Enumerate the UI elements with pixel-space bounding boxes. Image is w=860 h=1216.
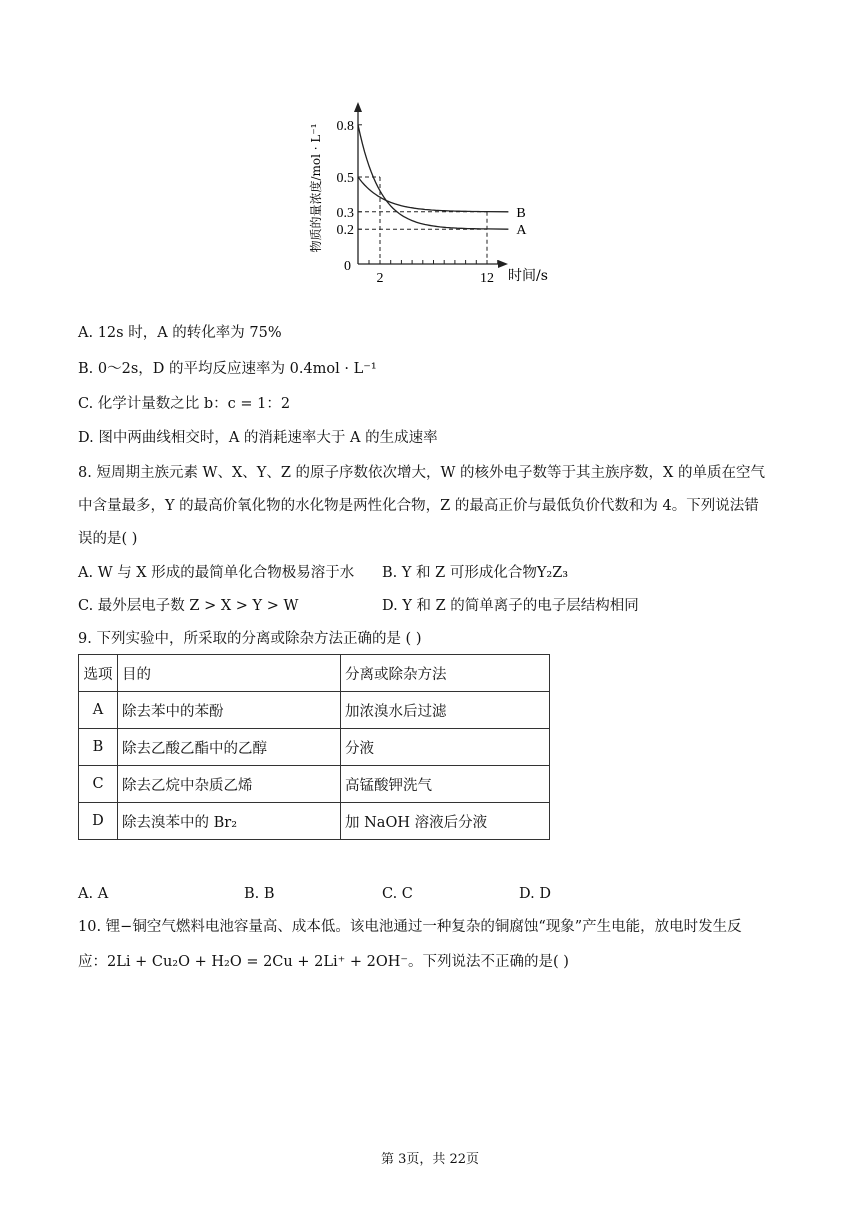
q9-option-b: B. B xyxy=(244,886,275,902)
y-tick-label: 0.8 xyxy=(336,118,354,134)
concentration-time-chart xyxy=(300,98,570,288)
table-row xyxy=(79,729,550,766)
q9-options-row xyxy=(78,884,798,904)
header-method: 分离或除杂方法 xyxy=(341,655,550,692)
row-purpose: 除去溴苯中的 Br₂ xyxy=(118,803,341,840)
y-tick-label: 0.5 xyxy=(336,171,354,186)
q8-option-b: B. Y 和 Z 可形成化合物Y₂Z₃ xyxy=(382,565,569,581)
q10-stem-line-1: 10. 锂−铜空气燃料电池容量高、成本低。该电池通过一种复杂的铜腐蚀“现象”产生电能，放电时发生反 xyxy=(78,919,742,935)
q9-option-c: C. C xyxy=(382,886,413,902)
row-method: 分液 xyxy=(341,729,550,766)
row-option: A xyxy=(79,692,118,729)
row-purpose: 除去苯中的苯酚 xyxy=(118,692,341,729)
q7-option-c: C. 化学计量数之比 b：c = 1：2 xyxy=(78,396,291,412)
row-method: 加 NaOH 溶液后分液 xyxy=(341,803,550,840)
q9-table xyxy=(78,654,550,840)
row-purpose: 除去乙烷中杂质乙烯 xyxy=(118,766,341,803)
q9-option-d: D. D xyxy=(519,886,551,902)
row-method: 高锰酸钾洗气 xyxy=(341,766,550,803)
y-axis-label: 物质的量浓度/mol · L⁻¹ xyxy=(309,123,323,253)
series-line-a xyxy=(358,125,508,229)
x-tick-label: 2 xyxy=(376,271,384,286)
q8-option-d: D. Y 和 Z 的简单离子的电子层结构相同 xyxy=(382,598,639,614)
q7-option-d: D. 图中两曲线相交时，A 的消耗速率大于 A 的生成速率 xyxy=(78,430,438,446)
q7-option-a: A. 12s 时，A 的转化率为 75% xyxy=(78,325,282,341)
origin-label: 0 xyxy=(344,259,351,274)
y-axis-arrow xyxy=(354,102,362,112)
q7-option-b: B. 0～2s，D 的平均反应速率为 0.4mol · L⁻¹ xyxy=(78,361,377,377)
row-option: B xyxy=(79,729,118,766)
series-label-b: B xyxy=(516,205,526,221)
q8-stem-line-1: 8. 短周期主族元素 W、X、Y、Z 的原子序数依次增大，W 的核外电子数等于其主族序数，X 的单质在空气 xyxy=(78,465,765,481)
row-option: D xyxy=(79,803,118,840)
header-option: 选项 xyxy=(79,655,118,692)
series-line-b xyxy=(358,177,508,212)
page-footer: 第 3页，共 22页 xyxy=(380,1152,480,1167)
q8-stem-line-2: 中含量最多，Y 的最高价氧化物的水化物是两性化合物，Z 的最高正价与最低负价代数和为 4。下列说法错 xyxy=(78,498,759,514)
row-purpose: 除去乙酸乙酯中的乙醇 xyxy=(118,729,341,766)
q10-stem-line-2: 应：2Li + Cu₂O + H₂O = 2Cu + 2Li⁺ + 2OH⁻。下列说法不正确的是( ) xyxy=(78,954,569,970)
x-axis-arrow xyxy=(498,260,508,268)
row-method: 加浓溴水后过滤 xyxy=(341,692,550,729)
table-row xyxy=(79,766,550,803)
series-layer xyxy=(358,125,527,238)
q8-options-row-2 xyxy=(78,596,798,616)
series-label-a: A xyxy=(516,223,527,239)
table-header-row xyxy=(79,655,550,692)
table-row xyxy=(79,692,550,729)
x-tick-label: 12 xyxy=(480,271,494,286)
y-tick-label: 0.2 xyxy=(336,223,354,239)
q9-stem: 9. 下列实验中，所采取的分离或除杂方法正确的是 ( ) xyxy=(78,631,422,647)
row-option: C xyxy=(79,766,118,803)
q8-option-c: C. 最外层电子数 Z > X > Y > W xyxy=(78,598,299,614)
q8-options-row-1 xyxy=(78,563,798,583)
header-purpose: 目的 xyxy=(118,655,341,692)
x-axis-label: 时间/s xyxy=(508,268,548,284)
q9-option-a: A. A xyxy=(78,886,109,902)
y-tick-label: 0.3 xyxy=(336,205,354,221)
q8-stem-line-3: 误的是( ) xyxy=(78,531,138,547)
x-tick-labels xyxy=(377,271,495,286)
guide-dashes xyxy=(358,177,487,264)
q8-option-a: A. W 与 X 形成的最简单化合物极易溶于水 xyxy=(78,565,355,581)
table-row xyxy=(79,803,550,840)
